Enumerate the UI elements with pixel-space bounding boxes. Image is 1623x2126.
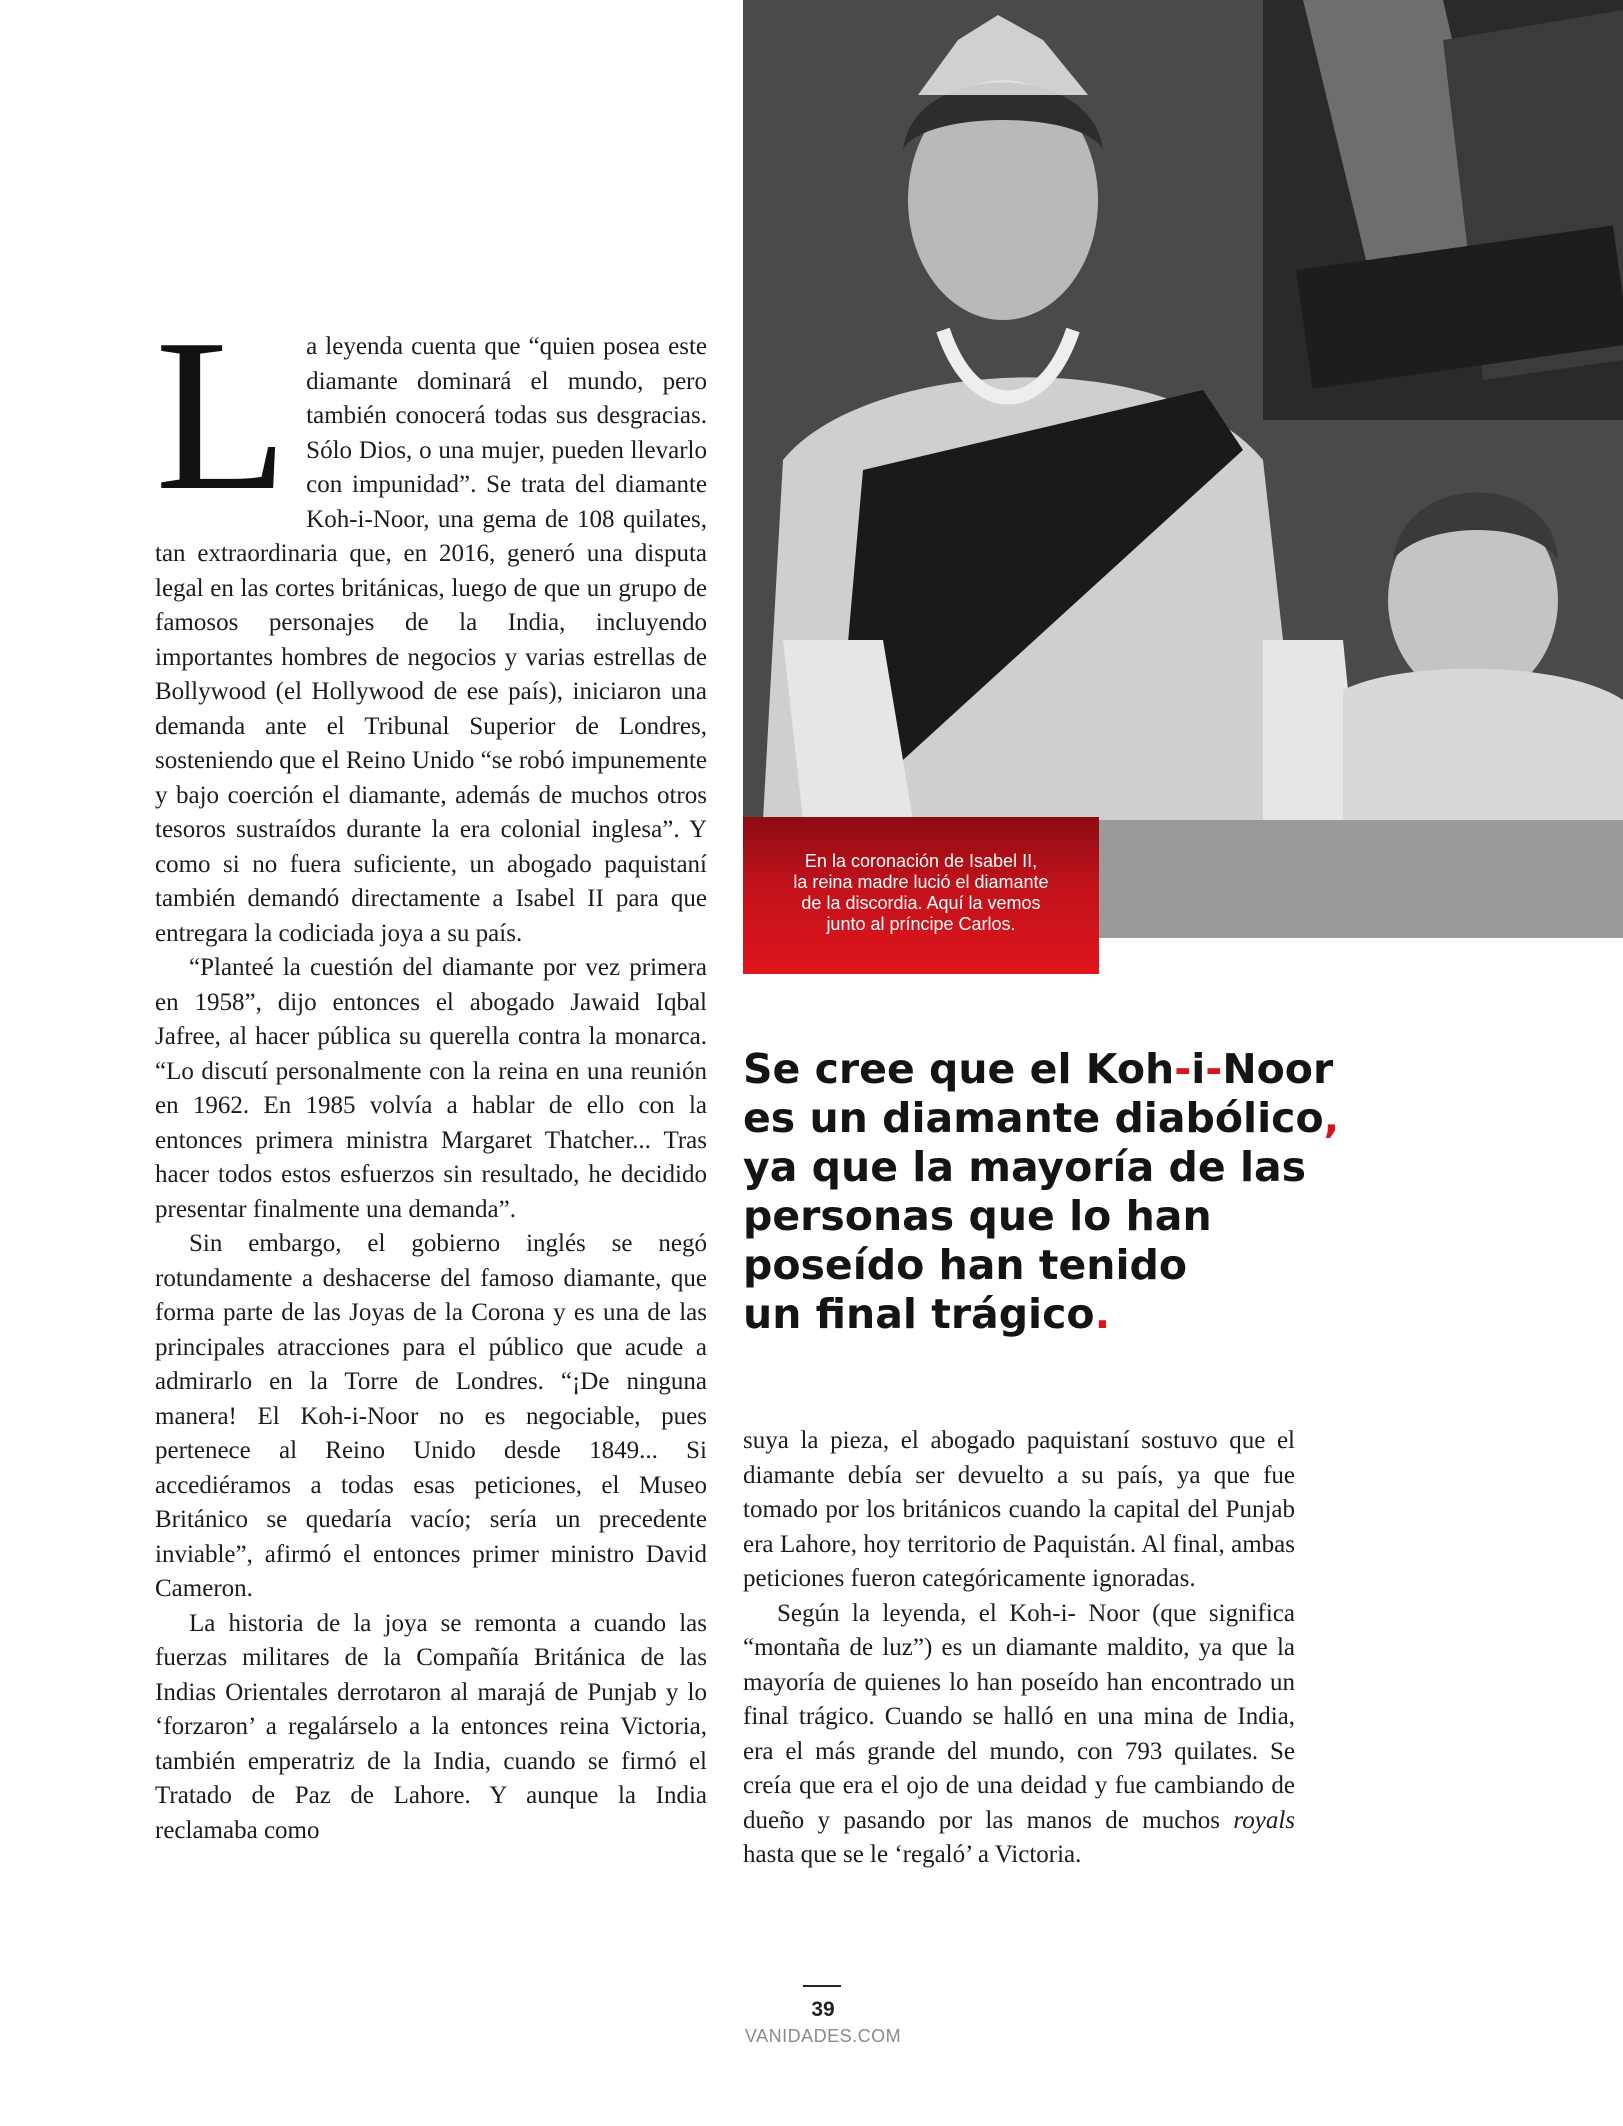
paragraph-text: Según la leyenda, el Koh-i- Noor (que significa “montaña de luz”) es un diamante maldito, ya que la mayoría de quienes lo han poseído han encontrado un final trágico. Cuando se halló en una mina de India, era el más grande del mundo, con 793 quilates. Se creía que era el ojo de una deidad y fue cambiando de dueño y pasando por las manos de muchos [743, 1599, 1295, 1834]
paragraph [155, 295, 707, 951]
pull-text: Se cree que el Koh [743, 1045, 1175, 1093]
caption-line: junto al príncipe Carlos. [826, 914, 1016, 934]
paragraph: La historia de la joya se remonta a cuando las fuerzas militares de la Compañía Británica de las Indias Orientales derrotaron al marajá de Punjab y lo ‘forzaron’ a regalárselo a la entonces reina Victoria, también emperatriz de la India, cuando se firmó el Tratado de Paz de Lahore. Y aunque la India reclamaba como [155, 1609, 707, 1844]
left-column [155, 295, 707, 1848]
pull-accent: - [1174, 1045, 1192, 1093]
pull-quote-line: ya que la mayoría de las [743, 1143, 1307, 1191]
pull-text: Noor [1222, 1045, 1334, 1093]
drop-cap: L [155, 295, 289, 536]
right-column [743, 1424, 1295, 1873]
pull-accent: . [1094, 1290, 1111, 1338]
pull-quote-line [743, 1094, 1343, 1143]
paragraph: suya la pieza, el abogado paquistaní sostuvo que el diamante debía ser devuelto a su país, ya que fue tomado por los británicos cuando la capital del Punjab era Lahore, hoy territorio de Paquistán. Al final, ambas peticiones fueron categóricamente ignoradas. [743, 1427, 1295, 1592]
site-url: VANIDADES.COM [744, 2026, 902, 2046]
pull-text: es un diamante diabólico [743, 1094, 1324, 1142]
pull-quote-line [743, 1290, 1343, 1339]
photo-caption [743, 817, 1099, 974]
page-number: 39 [811, 1998, 835, 2021]
pull-quote-line: poseído han tenido [743, 1241, 1188, 1289]
paragraph [743, 1597, 1295, 1873]
paragraph: “Planteé la cuestión del diamante por vez primera en 1958”, dijo entonces el abogado Jawaid Iqbal Jafree, al hacer pública su querella contra la monarca. “Lo discutí personalmente con la reina en una reunión en 1962. En 1985 volvía a hablar de ello con la entonces primera ministra Margaret Thatcher... Tras hacer todos estos esfuerzos sin resultado, he decidido presentar finalmente una demanda”. [155, 954, 707, 1223]
paragraph: Sin embargo, el gobierno inglés se negó rotundamente a deshacerse del famoso diamante, que forma parte de las Joyas de la Corona y es una de las principales atracciones para el público que acude a admirarlo en la Torre de Londres. “¡De ninguna manera! El Koh-i-Noor no es negociable, pues pertenece al Reino Unido desde 1849... Si accediéramos a todas esas peticiones, el Museo Británico se quedaría vacío; sería un precedente inviable”, afirmó el entonces primer ministro David Cameron. [155, 1230, 707, 1602]
photo-coronation-image [743, 0, 1623, 938]
pull-accent: , [1323, 1094, 1340, 1142]
italic-word: royals [1233, 1806, 1295, 1834]
paragraph-text: hasta que se le ‘regaló’ a Victoria. [743, 1841, 1082, 1868]
folio-rule [803, 1985, 841, 1987]
coronation-photo [743, 0, 1623, 938]
pull-text: un final trágico [743, 1290, 1095, 1338]
pull-accent: - [1205, 1045, 1223, 1093]
caption-line: En la coronación de Isabel II, [804, 851, 1038, 871]
paragraph-text: a leyenda cuenta que “quien posea este diamante dominará el mundo, pero también conocerá todas sus desgracias. Sólo Dios, o una mujer, pueden llevarlo con impunidad”. Se trata del diamante Koh-i-Noor, una gema de 108 quilates, tan extraordinaria que, en 2016, generó una disputa legal en las cortes británicas, luego de que un grupo de famosos personajes de la India, incluyendo importantes hombres de negocios y varias estrellas de Bollywood (el Hollywood de ese país), iniciaron una demanda ante el Tribunal Superior de Londres, sosteniendo que el Reino Unido “se robó impunemente y bajo coerción el diamante, además de muchos otros tesoros sustraídos durante la era colonial inglesa”. Y como si no fuera suficiente, un abogado paquistaní también demandó directamente a Isabel II para que entregara la codiciada joya a su país. [155, 333, 707, 947]
caption-line: de la discordia. Aquí la vemos [801, 893, 1041, 913]
caption-line: la reina madre lució el diamante [793, 872, 1049, 892]
pull-quote-line: personas que lo han [743, 1192, 1212, 1240]
pull-quote [743, 1045, 1343, 1339]
pull-text: i [1191, 1045, 1206, 1093]
pull-quote-line [743, 1045, 1343, 1094]
